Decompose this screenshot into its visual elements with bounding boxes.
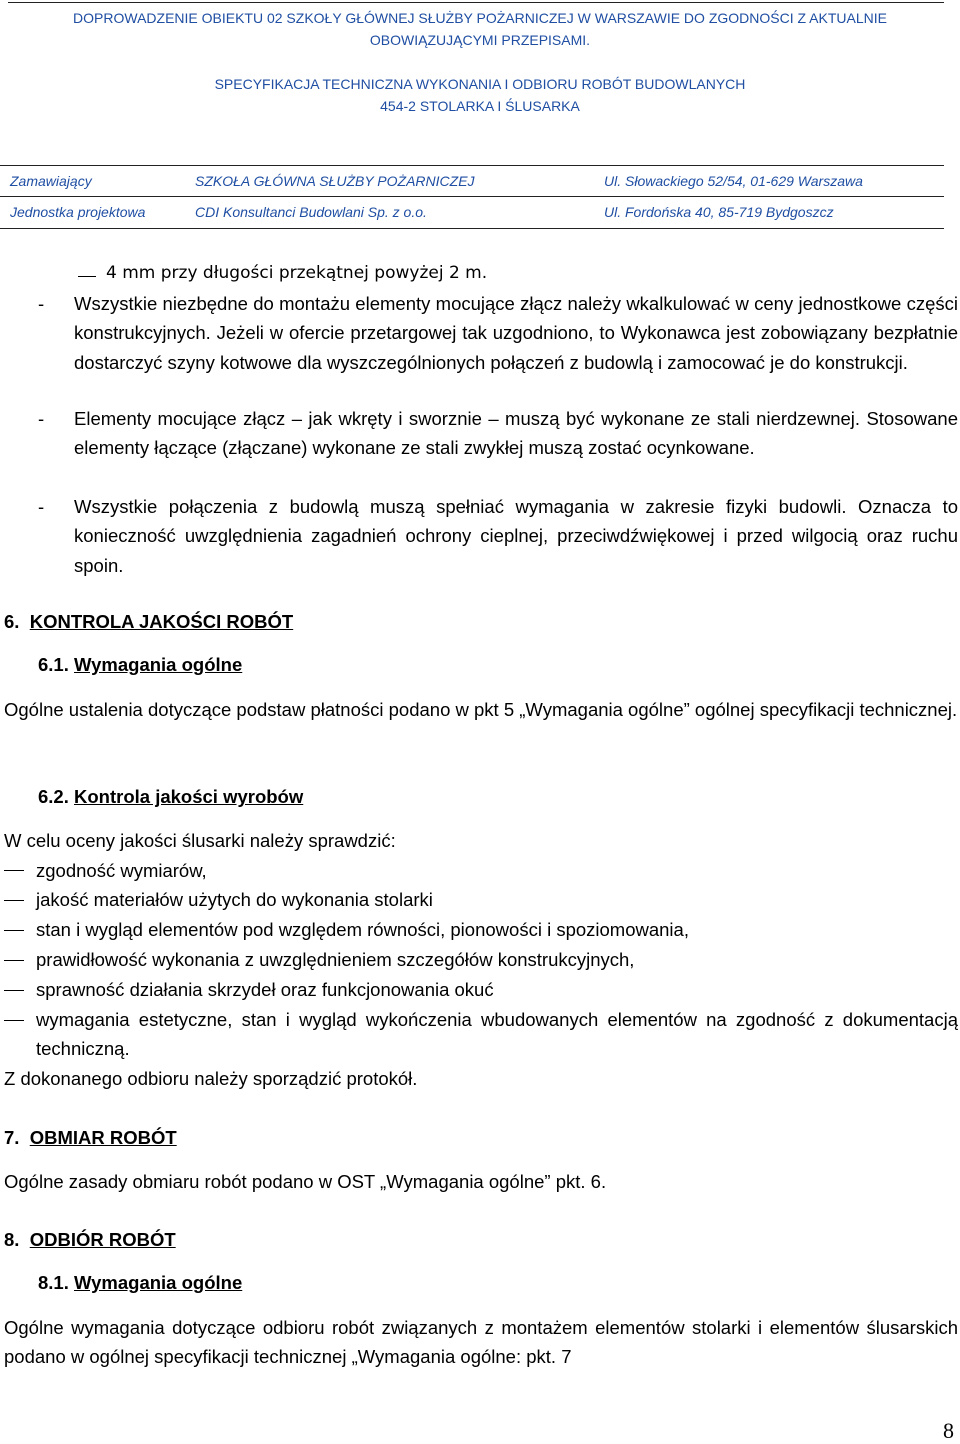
section-number: 8.1. (38, 1272, 69, 1293)
section-6-1-heading (38, 650, 242, 679)
header-table-rule-1 (0, 165, 944, 166)
section-number: 8. (4, 1229, 20, 1250)
section-7-text: Ogólne zasady obmiaru robót podano w OST „Wymagania ogólne” pkt. 6. (4, 1171, 607, 1192)
bullet-marker: - (38, 293, 45, 314)
list-item: wymagania estetyczne, stan i wygląd wykończenia wbudowanych elementów na zgodność z dokumentacją techniczną. (36, 1009, 958, 1060)
section-6-2-heading (38, 782, 303, 811)
section-6-2-outro: Z dokonanego odbioru należy sporządzić protokół. (4, 1068, 418, 1089)
spec-title-line-2: 454-2 STOLARKA I ŚLUSARKA (380, 98, 580, 114)
header-table-rule-3 (0, 228, 944, 229)
bullet-paragraph-1: Wszystkie niezbędne do montażu elementy mocujące złącz należy wkalkulować w ceny jednostkowe części konstrukcyjnych. Jeżeli w ofercie przetargowej tak uzgodniono, to Wykonawca jest zobowiązany bezpłatnie dostarczyć szyny kotwowe dla wyszczególnionych połączeń z budowlą i zamocować je do konstrukcji. (74, 293, 958, 373)
dash-marker (4, 930, 24, 931)
section-6-2-intro: W celu oceny jakości ślusarki należy sprawdzić: (4, 830, 396, 851)
header-top-rule (8, 2, 944, 3)
bullet-paragraph-2: Elementy mocujące złącz – jak wkręty i sworznie – muszą być wykonane ze stali nierdzewnej. Stosowane elementy łączące (złączane) wykonane ze stali zwykłej muszą zostać ocynkowane. (74, 408, 958, 459)
client-address: Ul. Słowackiego 52/54, 01-629 Warszawa (604, 173, 863, 189)
section-number: 7. (4, 1127, 20, 1148)
section-7-heading (4, 1123, 177, 1152)
page-number: 8 (943, 1418, 954, 1443)
section-number: 6. (4, 611, 20, 632)
bullet-marker: - (38, 408, 45, 429)
dash-item-top: 4 mm przy długości przekątnej powyżej 2 m. (106, 263, 488, 283)
dash-marker (78, 276, 96, 277)
spec-title-line-1: SPECYFIKACJA TECHNICZNA WYKONANIA I ODBIORU ROBÓT BUDOWLANYCH (214, 76, 746, 92)
section-6-heading (4, 607, 293, 636)
bullet-paragraph-3: Wszystkie połączenia z budowlą muszą spełniać wymagania w zakresie fizyki budowli. Oznacza to konieczność uwzględnienia zagadnień ochrony cieplnej, przeciwdźwiękowej i przed wilgocią oraz ruchu spoin. (74, 496, 958, 576)
section-number: 6.2. (38, 786, 69, 807)
section-number: 6.1. (38, 654, 69, 675)
section-6-1-text: Ogólne ustalenia dotyczące podstaw płatności podano w pkt 5 „Wymagania ogólne” ogólnej specyfikacji technicznej. (4, 699, 958, 720)
dash-marker (4, 990, 24, 991)
section-title: Wymagania ogólne (74, 654, 243, 675)
section-8-1-heading (38, 1268, 242, 1297)
header-title-line-2: OBOWIĄZUJĄCYMI PRZEPISAMI. (369, 32, 591, 48)
list-item: prawidłowość wykonania z uwzględnieniem szczegółów konstrukcyjnych, (36, 949, 635, 970)
list-item: sprawność działania skrzydeł oraz funkcjonowania okuć (36, 979, 494, 1000)
header-table-rule-2 (0, 196, 944, 197)
section-title: OBMIAR ROBÓT (29, 1127, 177, 1148)
section-title: Wymagania ogólne (74, 1272, 243, 1293)
client-name: SZKOŁA GŁÓWNA SŁUŻBY POŻARNICZEJ (195, 173, 475, 189)
dash-marker (4, 870, 24, 871)
section-title: Kontrola jakości wyrobów (74, 786, 304, 807)
list-item: jakość materiałów użytych do wykonania stolarki (36, 889, 433, 910)
bullet-marker: - (38, 496, 45, 517)
section-title: ODBIÓR ROBÓT (29, 1229, 176, 1250)
section-8-1-text: Ogólne wymagania dotyczące odbioru robót związanych z montażem elementów stolarki i elementów ślusarskich podano w ogólnej specyfikacji technicznej „Wymagania ogólne: pkt. 7 (4, 1317, 958, 1368)
list-item: stan i wygląd elementów pod względem równości, pionowości i spoziomowania, (36, 919, 689, 940)
list-item: zgodność wymiarów, (36, 860, 207, 881)
dash-marker (4, 960, 24, 961)
designer-address: Ul. Fordońska 40, 85-719 Bydgoszcz (604, 204, 834, 220)
designer-label: Jednostka projektowa (10, 204, 146, 220)
dash-marker (4, 1020, 24, 1021)
dash-marker (4, 900, 24, 901)
header-title-line-1: DOPROWADZENIE OBIEKTU 02 SZKOŁY GŁÓWNEJ SŁUŻBY POŻARNICZEJ W WARSZAWIE DO ZGODNOŚCI Z AKTUALNIE (73, 10, 887, 26)
client-label: Zamawiający (10, 173, 92, 189)
section-8-heading (4, 1225, 176, 1254)
section-title: KONTROLA JAKOŚCI ROBÓT (29, 611, 294, 632)
designer-name: CDI Konsultanci Budowlani Sp. z o.o. (195, 204, 427, 220)
